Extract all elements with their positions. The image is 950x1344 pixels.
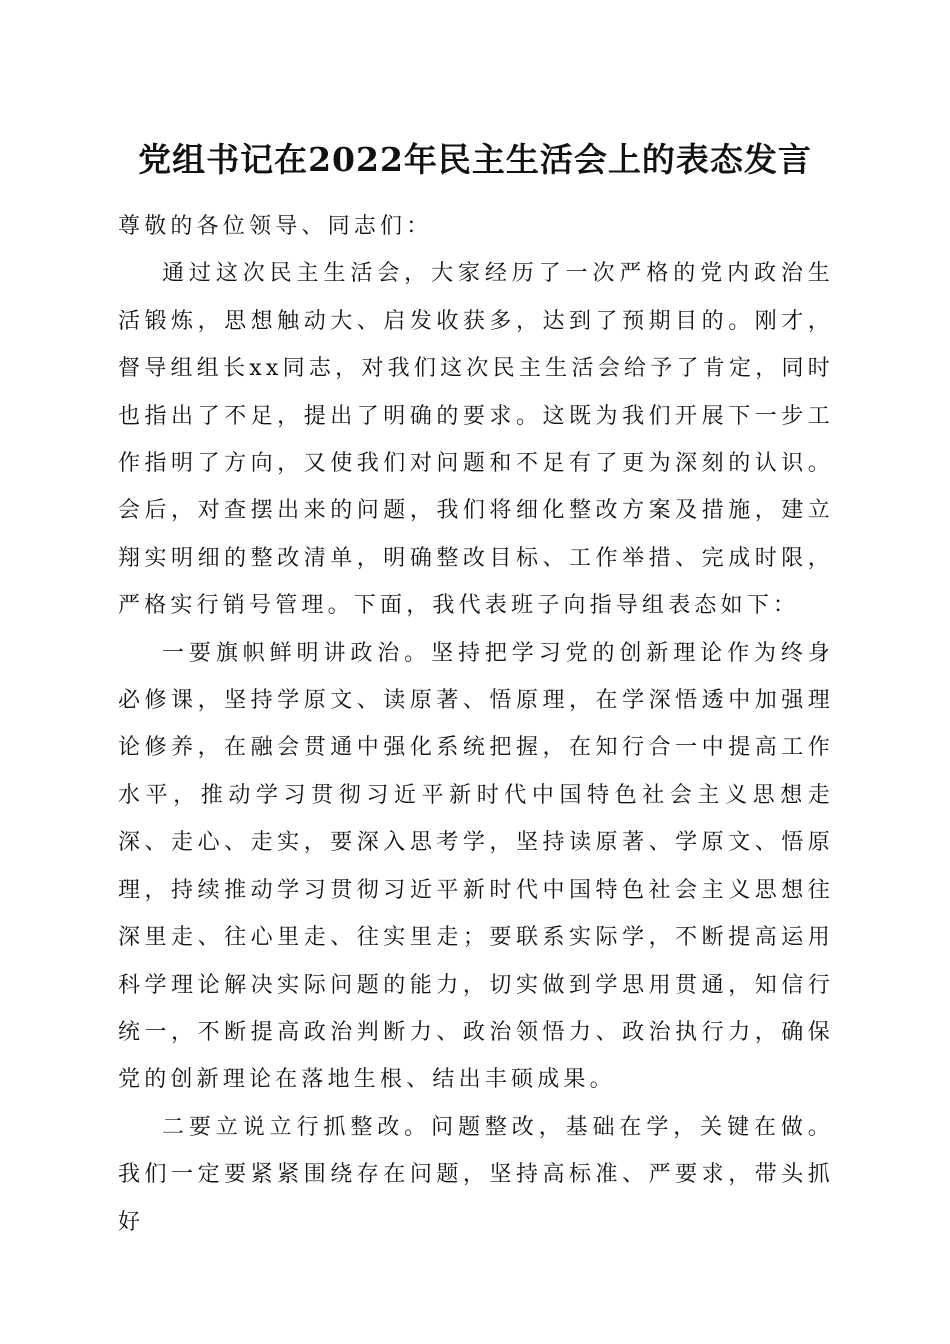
salutation: 尊敬的各位领导、同志们： xyxy=(118,214,433,239)
document-body xyxy=(118,203,834,1246)
paragraph-point-one: 一要旗帜鲜明讲政治。坚持把学习党的创新理论作为终身必修课，坚持学原文、读原著、悟原理，在学深悟透中加强理论修养，在融会贯通中强化系统把握，在知行合一中提高工作水平，推动学习贯彻习近平新时代中国特色社会主义思想走深、走心、走实，要深入思考学，坚持读原著、学原文、悟原理，持续推动学习贯彻习近平新时代中国特色社会主义思想往深里走、往心里走、往实里走；要联系实际学，不断提高运用科学理论解决实际问题的能力，切实做到学思用贯通，知信行统一，不断提高政治判断力、政治领悟力、政治执行力，确保党的创新理论在落地生根、结出丰硕成果。 xyxy=(118,640,834,1093)
document-title: 党组书记在2022年民主生活会上的表态发言 xyxy=(138,140,812,179)
paragraph-point-two: 二要立说立行抓整改。问题整改，基础在学，关键在做。我们一定要紧紧围绕存在问题，坚持高标准、严要求，带头抓好 xyxy=(118,1114,834,1235)
paragraph-intro: 通过这次民主生活会，大家经历了一次严格的党内政治生活锻炼，思想触动大、启发收获多，达到了预期目的。刚才，督导组组长xx同志，对我们这次民主生活会给予了肯定，同时也指出了不足，提出了明确的要求。这既为我们开展下一步工作指明了方向，又使我们对问题和不足有了更为深刻的认识。会后，对查摆出来的问题，我们将细化整改方案及措施，建立翔实明细的整改清单，明确整改目标、工作举措、完成时限，严格实行销号管理。下面，我代表班子向指导组表态如下： xyxy=(118,261,834,619)
